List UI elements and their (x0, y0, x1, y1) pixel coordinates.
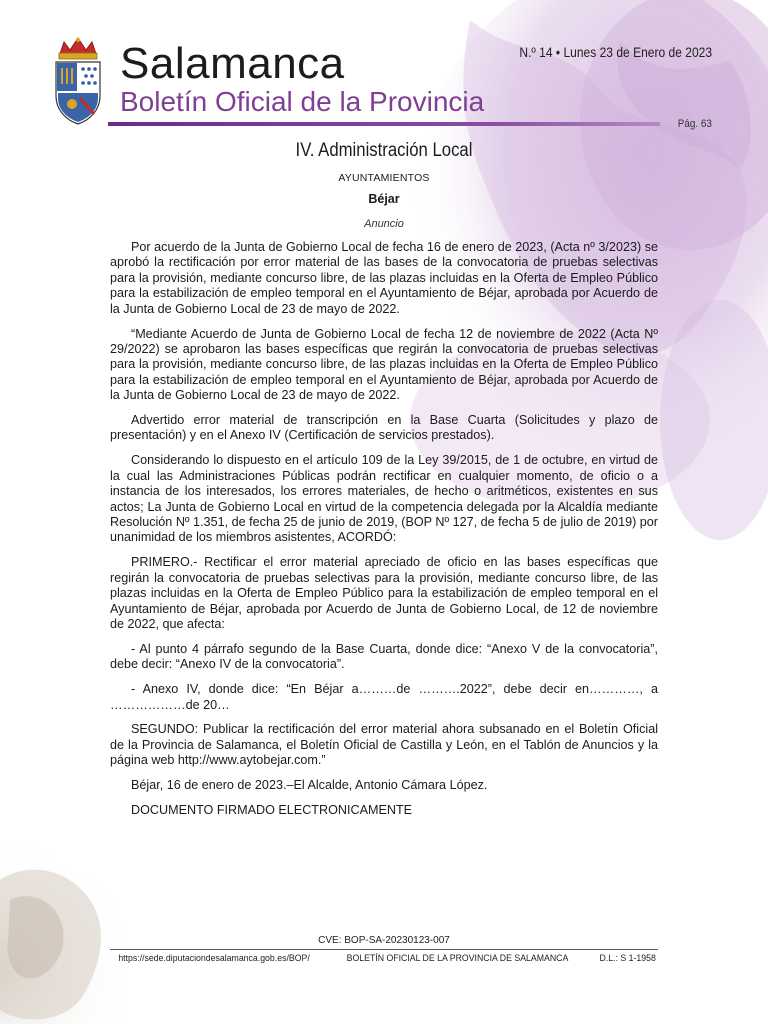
salamanca-coat-of-arms-icon (50, 36, 106, 126)
masthead-subtitle: Boletín Oficial de la Provincia (120, 86, 485, 117)
paragraph: SEGUNDO: Publicar la rectificación del error material ahora subsanado en el Boletín Oficial de la Provincia de Salamanca, el Boletín Oficial de Castilla y León, en el Tablón de Anuncios y la página web http://www.aytobejar.com.” (110, 722, 658, 768)
announcement-body (110, 240, 658, 828)
document-type: Anuncio (364, 218, 404, 230)
signature-line: Béjar, 16 de enero de 2023.–El Alcalde, Antonio Cámara López. (131, 778, 488, 793)
footer-divider (110, 949, 658, 950)
paragraph: Por acuerdo de la Junta de Gobierno Local de fecha 16 de enero de 2023, (Acta nº 3/2023) se aprobó la rectificación por error material de las bases de la convocatoria de pruebas selectivas para la provisión, mediante concurso libre, de las plazas incluidas en la Oferta de Empleo Público para la estabilización de empleo temporal en el Ayuntamiento de Béjar, aprobada por Acuerdo de la Junta de Gobierno Local de 23 de mayo de 2022. (110, 240, 658, 316)
issue-info: N.º 14 • Lunes 23 de Enero de 2023 (519, 44, 712, 60)
paragraph: - Al punto 4 párrafo segundo de la Base Cuarta, donde dice: “Anexo V de la convocatoria”, debe decir: “Anexo IV de la convocatoria”. (110, 641, 658, 672)
masthead-divider (108, 122, 660, 126)
footer-url-link[interactable]: https://sede.diputaciondesalamanca.gob.es/BOP/ (118, 953, 310, 964)
paragraph: Advertido error material de transcripción en la Base Cuarta (Solicitudes y plazo de presentación) y en el Anexo IV (Certificación de servicios prestados). (110, 413, 658, 443)
paragraph: - Anexo IV, donde dice: “En Béjar a………de ……….2022”, debe decir en…………, a ………………de 20… (110, 682, 658, 712)
category-heading: AYUNTAMIENTOS (338, 172, 430, 184)
page-number: Pág. 63 (677, 118, 712, 130)
paragraph: Considerando lo dispuesto en el artículo 109 de la Ley 39/2015, de 1 de octubre, en virtud de la cual las Administraciones Públicas podrán rectificar en cualquier momento, de oficio o a instancia de los interesados, los errores materiales, de hecho o aritméticos, existentes en sus actos; La Junta de Gobierno Local en virtud de la competencia delegada por la Alcaldía mediante Resolución Nº 1.351, de fecha 25 de junio de 2019, (BOP Nº 127, de fecha 5 de julio de 2019) por unanimidad de los miembros asistentes, ACORDÓ: (110, 453, 658, 545)
footer-legal-deposit: D.L.: S 1-1958 (599, 953, 656, 964)
footer-publication-name: BOLETÍN OFICIAL DE LA PROVINCIA DE SALAMANCA (346, 953, 569, 964)
page-footer (110, 953, 658, 964)
stone-bust-decoration (0, 840, 160, 1024)
municipality-heading: Béjar (368, 192, 400, 206)
section-heading: IV. Administración Local (295, 140, 473, 161)
paragraph: “Mediante Acuerdo de Junta de Gobierno Local de fecha 12 de noviembre de 2022 (Acta Nº 29/2022) se aprobaron las bases específicas que regirán la convocatoria de pruebas selectivas para la provisión, mediante concurso libre, de las plazas incluidas en la Oferta de Empleo Público para la estabilización de empleo temporal en el Ayuntamiento de Béjar, aprobada por Acuerdo de la Junta de Gobierno Local de 23 de mayo de 2022. (110, 326, 658, 403)
electronic-signature-note: DOCUMENTO FIRMADO ELECTRONICAMENTE (131, 803, 413, 818)
cve-code: CVE: BOP-SA-20230123-007 (318, 935, 450, 946)
masthead-title: Salamanca (120, 39, 345, 88)
paragraph: PRIMERO.- Rectificar el error material apreciado de oficio en las bases específicas que regirán la convocatoria de pruebas selectivas para la provisión, mediante concurso libre, de las plazas incluidas en la Oferta de Empleo Público para la estabilización de empleo temporal en el Ayuntamiento de Béjar, aprobada por Acuerdo de Junta de Gobierno Local, de 12 de noviembre de 2022, que afecta: (110, 555, 658, 631)
